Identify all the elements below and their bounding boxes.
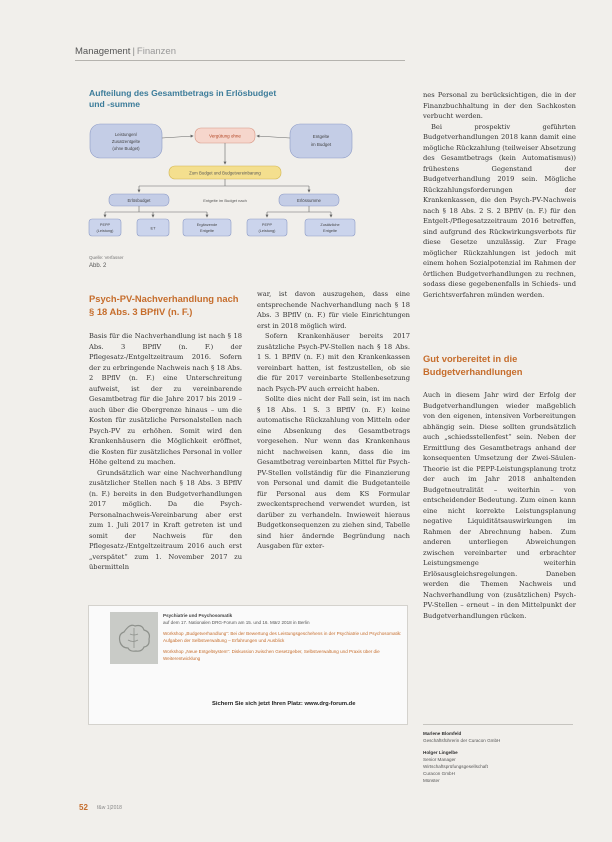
section-label: Management — [75, 46, 131, 57]
author-city: Münster — [423, 778, 440, 783]
author-name: Holger Lingelbe — [423, 750, 458, 755]
box-entgelte-line1: Entgelte — [312, 134, 330, 139]
paragraph: Grundsätzlich war eine Nachverhandlung zusätzlicher Stellen nach § 18 Abs. 3 BPflV (n. F.) bereits in den Budgetverhandlungen 2017 möglich. Da die Psych-Personalnachweis-Vereinbarung aber erst zum 1. Juli 2017 in Kraft getreten ist und somit der Nachweis für den Pflegesatz-/Entgeltzeitraum 2016 auch erst „verspätet“ zum 1. November 2017 zu übermitteln — [89, 468, 242, 571]
author-name: Marlene Blomfeld — [423, 731, 462, 736]
author-role: Geschäftsführerin der Curacon GmbH — [423, 738, 501, 743]
author-box — [423, 730, 573, 784]
paragraph: Bei prospektiv geführten Budgetverhandlungen 2018 kann damit eine mögliche Rückzahlung (teilweiser Absetzung des Gesamtbetrags (kein Automatismus)) frühestens Gegenstand der Budgetverhandlung 2019 sein. Mögliche Rückzahlungsforderungen der Krankenkassen, die den Psych-PV-Nachweis nach § 18 Abs. 2 S. 2 BPflV (n. F.) für den Entgelt-/Pflegesatzzeitraum 2016 betreffen, sind aufgrund des Rückwirkungsverbots für diese Gesetze unzulässig. Zur Frage möglicher Rückzahlungen ist jedoch mit einem hohen Sozialpotenzial im Rahmen der örtlichen Budgetverhandlungen zu rechnen, sodass diese gegebenenfalls in Schieds- und Gerichtsverfahren münden werden. — [423, 122, 576, 299]
section-heading-nachverhandlung: Psych-PV-Nachverhandlung nach § 18 Abs. 3 BPflV (n. F.) — [89, 293, 239, 317]
figure-title: Aufteilung des Gesamtbetrags in Erlösbudget und -summe — [89, 88, 277, 109]
box-ergaenzende-line1: Ergänzende — [196, 223, 218, 227]
body-column-1 — [89, 331, 242, 573]
subsection-label: Finanzen — [136, 46, 177, 57]
box-budget-text: Zum Budget und Budgetvereinbarung — [189, 170, 261, 176]
box-ergaenzende-line2: Entgelte — [200, 229, 214, 233]
paragraph: war, ist davon auszugehen, dass eine entsprechende Nachverhandlung nach § 18 Abs. 3 BPflV (n. F.) für viele Einrichtungen erst in 2018 möglich wird. — [257, 290, 410, 330]
authors-rule — [423, 724, 573, 725]
header-separator: | — [132, 46, 135, 57]
paragraph: Auch in diesem Jahr wird der Erfolg der Budgetverhandlungen wieder maßgeblich von den eigenen, intensiven Vorbereitungen abhängig sein. Diese sollten grundsätzlich auch „schiedsstellenfest“ sein. Neben der Ermittlung des Gesamtbetrags anhand der konsequenten Umsetzung der Zwei-Säulen-Theorie ist die PEPP-Leistungsplanung trotz der auch im Jahr 2018 anhaltenden Budgetneutralität – weiterhin – von entscheidender Bedeutung. Zum einen kann eine nicht korrekte Leistungsplanung negative Liquiditätsauswirkungen im Rahmen der Abrechnung haben. Zum anderen unterliegen Abweichungen zwischen vereinbarter und erbrachter Leistungsmenge weiterhin Erlösausgleichsregelungen. Daneben werden die Themen Nachweis und Nachverhandlung von (zusätzlichen) Psych-PV-Stellen – erneut – in den Mittelpunkt der Budgetverhandlungen rücken. — [423, 391, 576, 620]
ad-title: Psychiatrie und Psychosomatik — [163, 613, 233, 618]
box-leistungen-line1: Leistungen/ — [114, 132, 138, 137]
author-company: Wirtschaftsprüfungsgesellschaft — [423, 764, 488, 769]
box-verguetung-text: Vergütung ohne — [209, 133, 241, 139]
paragraph: Basis für die Nachverhandlung ist nach § 18 Abs. 3 BPflV (n. F.) der Pflegesatz-/Entgeltzeitraum 2016. Sofern der zu erbringende Nachweis nach § 18 Abs. 2 BPflV (n. F.) eine Unterschreitung aufweist, ist der zu vereinbarende Gesamtbetrag für die Jahre 2017 bis 2019 – auch über die Obergrenze hinaus – um die Kosten für zusätzliche Personalstellen nach Psych-PV zu erhöhen. Somit wird den Krankenhäusern die Möglichkeit eröffnet, die Kosten für zusätzliches Personal in voller Höhe geltend zu machen. — [89, 332, 242, 466]
ad-registration-link[interactable]: Sichern Sie sich jetzt Ihren Platz: www.drg-forum.de — [212, 701, 356, 707]
body-column-3-top — [423, 90, 576, 300]
box-zusaetzliche — [305, 219, 355, 236]
ad-bullet-2: Workshop „Neue Entgeltsystem“: Diskussion zwischen Gesetzgeber, Selbstverwaltung und Praxis über die Weiterentwicklung — [163, 649, 380, 661]
box-zusaetzliche-line2: Entgelte — [323, 229, 337, 233]
figure-source: Quelle: Verfasser — [89, 255, 124, 260]
running-header — [75, 46, 176, 57]
box-entgelte-line2: im Budget — [310, 142, 332, 147]
section-heading-budgetverhandlungen: Gut vorbereitet in die Budgetverhandlungen — [423, 353, 523, 377]
box-leistungen-line3: (ohne Budget) — [112, 146, 140, 151]
box-pepp-1-line2: (Leistung) — [96, 229, 114, 233]
box-pepp-2 — [247, 219, 287, 236]
header-rule — [75, 60, 405, 61]
ad-event-line: auf dem 17. Nationalen DRG-Forum am 15. und 16. März 2018 in Berlin — [163, 620, 310, 625]
paragraph: nes Personal zu berücksichtigen, die in der Finanzbuchhaltung in der den Sachkosten verbucht werden. — [423, 91, 576, 120]
box-pepp-2-line1: PEPP — [261, 223, 273, 227]
box-ergaenzende — [183, 219, 231, 236]
journal-issue: f&w 1|2018 — [97, 805, 122, 811]
brain-icon — [110, 612, 158, 664]
author-company: Curacon GmbH — [423, 771, 455, 776]
box-leistungen-line2: Zusatzentgelte — [111, 139, 141, 144]
box-zusaetzliche-line1: Zusätzliche — [320, 223, 340, 227]
paragraph: Sollte dies nicht der Fall sein, ist im nach § 18 Abs. 1 S. 3 BPflV (n. F.) keine automatische Rückzahlung von Mitteln oder eine Absenkung des Gesamtbetrags vorgesehen. Nur wenn das Krankenhaus nicht nachweisen kann, dass die im Gesamtbetrag vereinbarten Mittel für Psych-PV-Stellen vollständig für die Finanzierung von Personal und damit die Budgetanteile für Personal aus dem KS Formular zweckentsprechend verwendet wurden, ist darüber zu verhandeln. Inwieweit hieraus Budgetkonsequenzen zu ziehen sind, Tabelle sind hier ändernde Begründung nach Ausgaben für exter- — [257, 395, 410, 550]
box-erloesbudget-text: Erlösbudget — [127, 198, 151, 203]
label-entgelte-nach: Entgelte im Budget nach — [203, 198, 247, 203]
page-number: 52 — [79, 803, 88, 812]
body-column-2 — [257, 289, 410, 552]
body-column-3-bottom — [423, 390, 576, 621]
box-erloessumme-text: Erlössumme — [297, 198, 321, 203]
ad-bullet-1: Workshop „Budgetverhandlung“: Bei der Bewertung des Leistungsgeschehens in der Psychiatrie und Psychosomatik: Aufgaben der Selbstverwaltung – Erfahrungen und Ausblick — [163, 631, 402, 643]
box-pepp-2-line2: (Leistung) — [258, 229, 276, 233]
paragraph: Sofern Krankenhäuser bereits 2017 zusätzliche Psych-PV-Stellen nach § 18 Abs. 1 S. 1 BPflV (n. F.) mit den Krankenkassen vereinbart hatten, ist festzustellen, ob sie die für 2017 vereinbarte Stellenbesetzung nach Psych-PV auch erreicht haben. — [257, 332, 410, 393]
box-pepp-1 — [89, 219, 121, 236]
box-pepp-1-line1: PEPP — [99, 223, 111, 227]
box-et-text: ET — [150, 225, 156, 231]
author-role: Senior Manager — [423, 757, 456, 762]
ad-text-block — [163, 612, 403, 662]
box-entgelte — [290, 124, 352, 158]
figure-number: Abb. 2 — [89, 263, 107, 269]
budget-diagram — [87, 120, 357, 250]
